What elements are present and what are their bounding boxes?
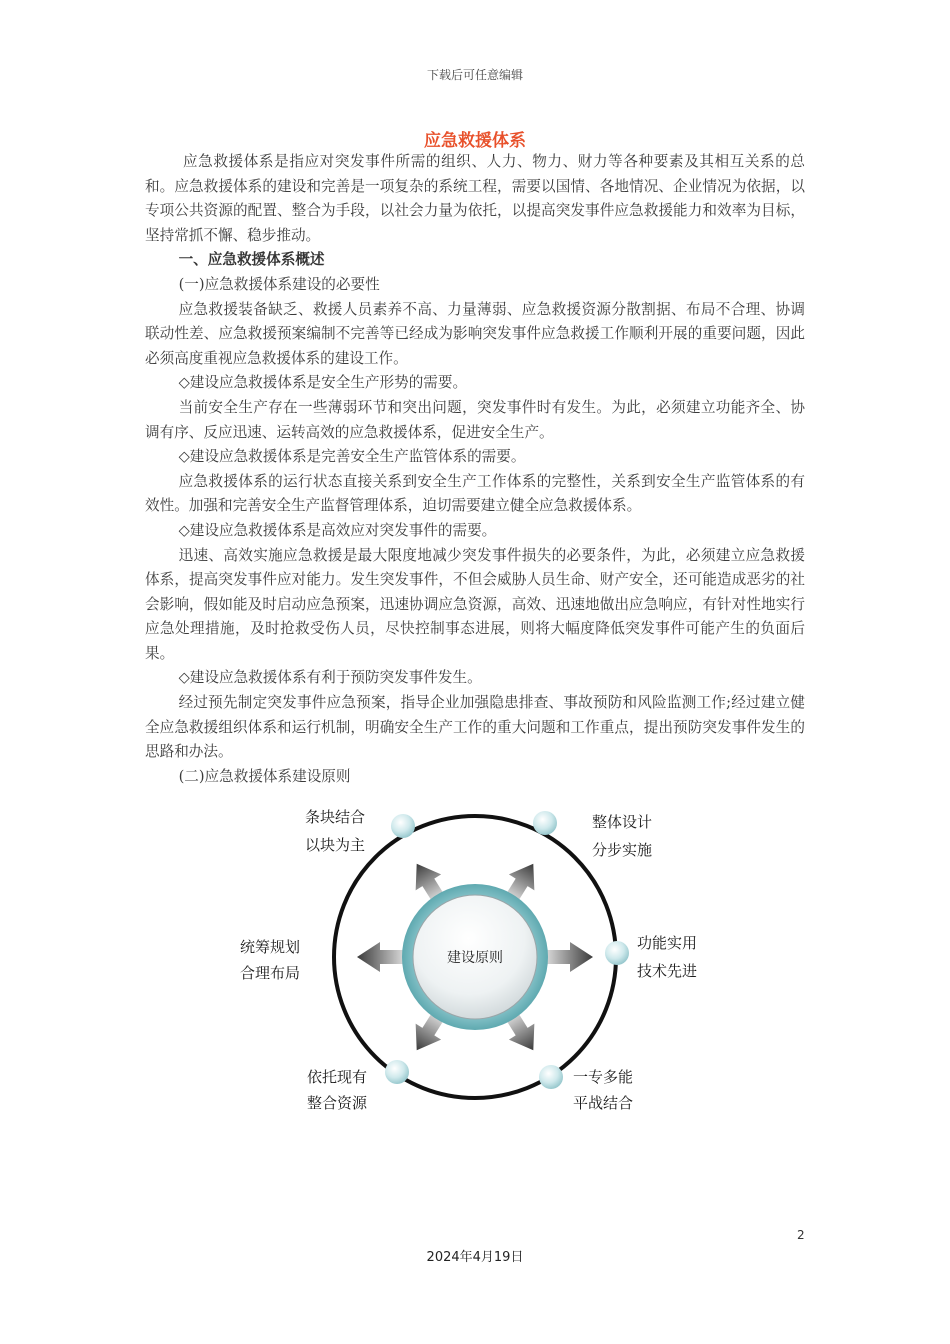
bullet-point: ◇建设应急救援体系是安全生产形势的需要。 <box>178 374 468 392</box>
node-label: 以块为主 <box>305 836 366 854</box>
section-heading: 一、应急救援体系概述 <box>178 251 325 269</box>
footer-date: 2024年4月19日 <box>426 1250 524 1265</box>
node-dot <box>385 1060 409 1084</box>
node-label: 整体设计 <box>592 813 653 831</box>
document-body <box>145 150 805 789</box>
node-label: 条块结合 <box>305 808 366 826</box>
paragraph: 经过预先制定突发事件应急预案，指导企业加强隐患排查、事故预防和风险监测工作;经过建立健全应急救援组织体系和运行机制，明确安全生产工作的重大问题和工作重点，提出预防突发事件发生的思路和办法。 <box>145 694 805 761</box>
node-dot <box>533 811 557 835</box>
paragraph: 应急救援装备缺乏、救援人员素养不高、力量薄弱、应急救援资源分散割据、布局不合理、协调联动性差、应急救援预案编制不完善等已经成为影响突发事件应急救援工作顺利开展的重要问题，因此必须高度重视应急救援体系的建设工作。 <box>145 300 805 367</box>
principles-diagram-svg <box>225 800 725 1130</box>
intro-paragraph: 应急救援体系是指应对突发事件所需的组织、人力、物力、财力等各种要素及其相互关系的总和。应急救援体系的建设和完善是一项复杂的系统工程，需要以国情、各地情况、企业情况为依据，以专项公共资源的配置、整合为手段，以社会力量为依托，以提高突发事件应急救援能力和效率为目标，坚持常抓不懈、稳步推动。 <box>145 153 805 244</box>
node-label: 一专多能 <box>573 1068 634 1086</box>
subsection-heading: (一)应急救援体系建设的必要性 <box>178 275 380 293</box>
node-label: 统筹规划 <box>240 938 301 956</box>
subsection-heading: (二)应急救援体系建设原则 <box>178 767 351 785</box>
node-label: 整合资源 <box>307 1094 368 1112</box>
principles-diagram <box>225 800 725 1130</box>
node-dot <box>539 1065 563 1089</box>
node-label: 依托现有 <box>307 1068 368 1086</box>
node-label: 合理布局 <box>240 964 301 982</box>
center-label: 建设原则 <box>447 950 503 966</box>
page-number: 2 <box>797 1228 805 1242</box>
node-label: 平战结合 <box>573 1094 634 1112</box>
node-label: 技术先进 <box>637 962 698 980</box>
bullet-point: ◇建设应急救援体系是完善安全生产监管体系的需要。 <box>178 448 526 466</box>
bullet-point: ◇建设应急救援体系是高效应对突发事件的需要。 <box>178 521 497 539</box>
node-dot <box>605 941 629 965</box>
paragraph: 应急救援体系的运行状态直接关系到安全生产工作体系的完整性，关系到安全生产监管体系的有效性。加强和完善安全生产监督管理体系，迫切需要建立健全应急救援体系。 <box>145 472 805 515</box>
page-header-note: 下载后可任意编辑 <box>426 68 523 82</box>
bullet-point: ◇建设应急救援体系有利于预防突发事件发生。 <box>178 669 482 687</box>
paragraph: 当前安全生产存在一些薄弱环节和突出问题，突发事件时有发生。为此，必须建立功能齐全、协调有序、反应迅速、运转高效的应急救援体系，促进安全生产。 <box>145 398 805 441</box>
node-label: 功能实用 <box>637 934 698 952</box>
paragraph: 迅速、高效实施应急救援是最大限度地减少突发事件损失的必要条件，为此，必须建立应急救援体系，提高突发事件应对能力。发生突发事件，不但会威胁人员生命、财产安全，还可能造成恶劣的社会影响，假如能及时启动应急预案，迅速协调应急资源，高效、迅速地做出应急响应，有针对性地实行应急处理措施，及时抢救受伤人员，尽快控制事态进展，则将大幅度降低突发事件可能产生的负面后果。 <box>145 546 805 662</box>
node-label: 分步实施 <box>592 841 653 859</box>
document-title: 应急救援体系 <box>424 131 526 151</box>
node-dot <box>391 814 415 838</box>
